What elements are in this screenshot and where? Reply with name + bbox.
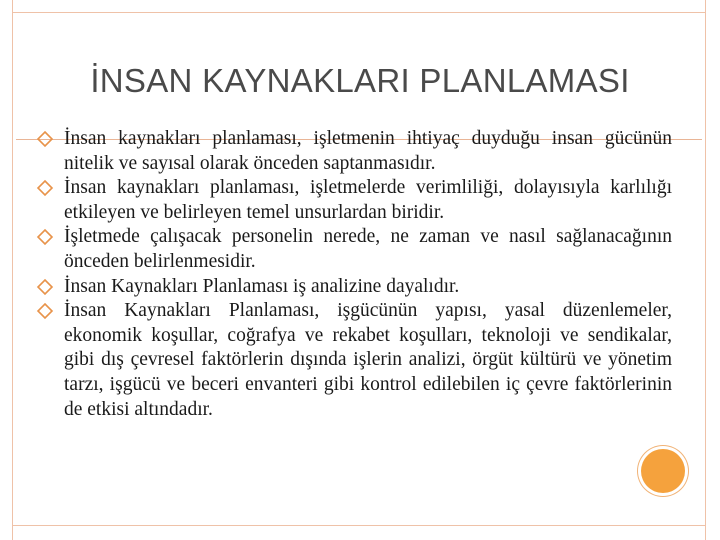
hollow-diamond-icon — [36, 228, 54, 246]
bullet-item — [36, 299, 672, 422]
bullet-item — [36, 127, 672, 176]
bullet-text: İnsan kaynakları planlaması, işletmenin ihtiyaç duyduğu insan gücünün nitelik ve sayısal olarak önceden saptanmasıdır. — [64, 128, 672, 174]
frame-bottom-edge — [12, 526, 706, 540]
hollow-diamond-icon — [36, 302, 54, 320]
bullet-text: İnsan kaynakları planlaması, işletmelerde verimliliği, dolayısıyla karlılığı etkileyen ve belirleyen temel unsurlardan biridir. — [64, 177, 672, 223]
hollow-diamond-icon — [36, 278, 54, 296]
bullet-item — [36, 225, 672, 274]
bullet-list — [36, 127, 672, 422]
hollow-diamond-icon — [36, 179, 54, 197]
bullet-text: İnsan Kaynakları Planlaması iş analizine dayalıdır. — [64, 275, 460, 297]
bullet-text: İnsan Kaynakları Planlaması, işgücünün yapısı, yasal düzenlemeler, ekonomik koşullar, coğrafya ve rekabet koşulları, teknoloji ve sendikalar, gibi dış çevresel faktörlerin dışında işlerin analizi, örgüt kültürü ve yönetim tarzı, işgücü ve beceri envanteri gibi kontrol edilebilen iç çevre faktörlerinin de etkisi altındadır. — [64, 300, 672, 420]
bullet-item — [36, 275, 672, 300]
bullet-text: İşletmede çalışacak personelin nerede, ne zaman ve nasıl sağlanacağının önceden belirlenmesidir. — [64, 226, 672, 272]
decorative-orange-circle — [641, 449, 685, 493]
frame-top-edge — [12, 0, 706, 12]
slide-title: İNSAN KAYNAKLARI PLANLAMASI — [90, 62, 630, 99]
bullet-item — [36, 176, 672, 225]
hollow-diamond-icon — [36, 130, 54, 148]
